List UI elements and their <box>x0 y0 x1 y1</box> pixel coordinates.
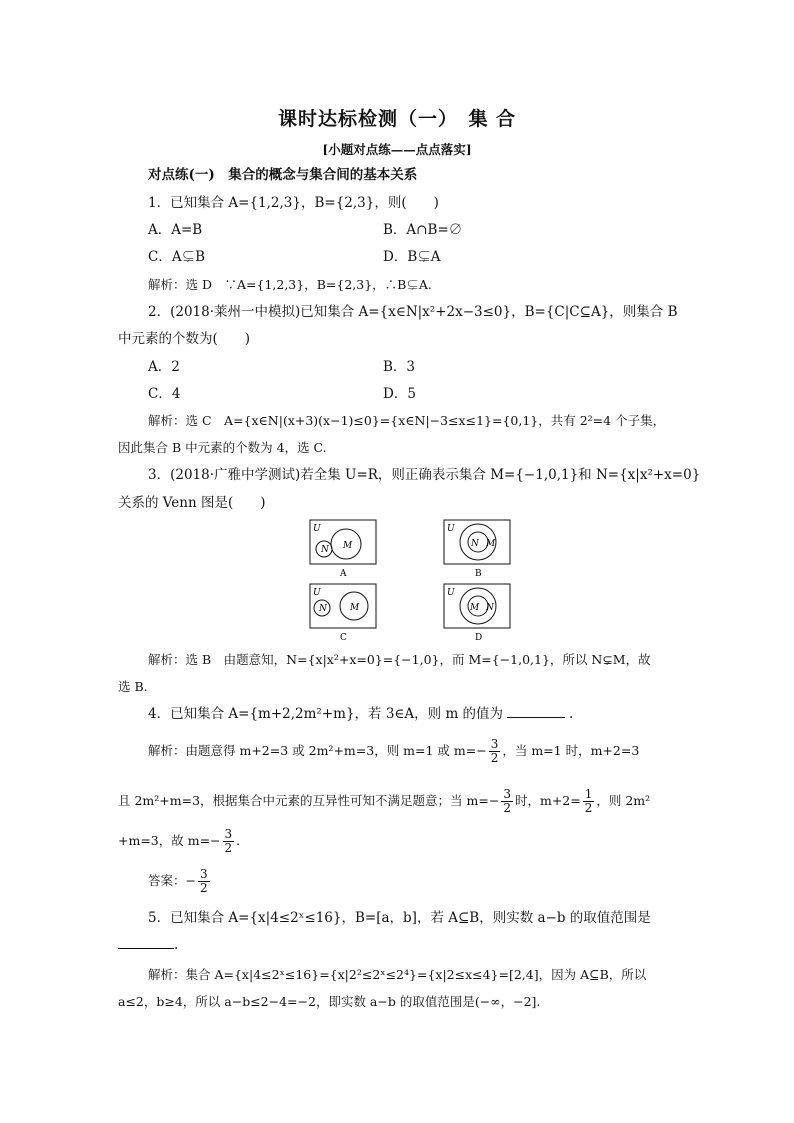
q1-option-a: A．A=B <box>148 222 203 238</box>
q5-answer-blank <box>118 936 174 949</box>
frac-den: 2 <box>584 801 593 815</box>
q4-stem-tail: . <box>569 706 574 722</box>
frac-den: 2 <box>224 841 233 855</box>
q4-sol3-text: +m=3，故 m=− <box>118 833 221 848</box>
q1-stem: 1．已知集合 A={1,2,3}，B={2,3}，则( ) <box>148 195 439 211</box>
universe-label: U <box>447 588 455 598</box>
q1-option-c: C．A⊊B <box>148 249 205 265</box>
q4-answer-label: 答案：− <box>148 873 196 888</box>
frac-num: 3 <box>503 787 511 801</box>
fraction-three-halves <box>198 868 210 895</box>
set-n-label: N <box>471 539 479 549</box>
q4-sol1-tail: ，当 m=1 时，m+2=3 <box>502 743 640 758</box>
q2-option-b: B．3 <box>383 359 416 375</box>
q4-solution-line3 <box>118 826 240 856</box>
set-m-label: M <box>470 603 480 613</box>
universe-label: U <box>313 524 321 534</box>
q5-stem-line2 <box>118 936 178 954</box>
venn-caption-c: C <box>340 633 347 643</box>
q4-sol2-mid: 时，m+2= <box>514 793 581 808</box>
set-n-label: N <box>486 603 494 613</box>
q2-stem-line1: 2．(2018·莱州一中模拟)已知集合 A={x∈N|x²+2x−3≤0}，B={C|C⊆A}，则集合 B <box>148 304 678 320</box>
universe-label: U <box>313 588 321 598</box>
q2-solution-line1: 解析：选 C A={x∈N|(x+3)(x−1)≤0}={x∈N|−3≤x≤1}={0,1}，共有 2²=4 个子集， <box>148 413 666 428</box>
q4-sol2-tail: ，则 2m² <box>596 793 651 808</box>
frac-den: 2 <box>199 881 208 895</box>
set-n-label: N <box>321 545 329 555</box>
q4-stem-text: 4．已知集合 A={m+2,2m²+m}，若 3∈A，则 m 的值为 <box>148 706 504 722</box>
q2-solution-line2: 因此集合 B 中元素的个数为 4，选 C. <box>118 440 327 455</box>
set-n-label: N <box>319 604 327 614</box>
page-title: 课时达标检测（一） 集 合 <box>277 108 517 130</box>
frac-den: 2 <box>503 801 511 815</box>
q5-solution-line1: 解析：集合 A={x|4≤2ˣ≤16}={x|2²≤2ˣ≤2⁴}={x|2≤x≤4}=[2,4]，因为 A⊆B，所以 <box>148 967 647 982</box>
q4-solution-line1 <box>148 736 639 766</box>
q5-stem-tail: . <box>174 937 179 953</box>
venn-option-c <box>310 584 376 643</box>
fraction-one-half <box>583 788 595 815</box>
q2-option-d: D．5 <box>383 386 416 402</box>
venn-diagrams <box>300 518 530 644</box>
q4-sol3-tail: . <box>236 833 241 848</box>
venn-option-d <box>444 584 510 643</box>
venn-caption-d: D <box>475 633 483 643</box>
venn-option-a <box>310 520 376 579</box>
q1-option-d: D．B⊊A <box>383 249 441 265</box>
fraction-three-halves <box>223 828 235 855</box>
frac-num: 3 <box>199 867 208 881</box>
frac-den: 2 <box>490 751 499 765</box>
q5-stem: 5．已知集合 A={x|4≤2ˣ≤16}，B=[a，b]，若 A⊆B，则实数 a−b 的取值范围是 <box>148 910 651 926</box>
venn-option-b <box>444 520 510 579</box>
fraction-three-halves <box>489 738 501 765</box>
fraction-three-halves <box>501 788 513 815</box>
set-m-label: M <box>486 539 496 549</box>
q2-option-a: A．2 <box>148 359 180 375</box>
q4-solution-line2 <box>118 786 650 816</box>
q3-stem-line1: 3．(2018·广雅中学测试)若全集 U=R，则正确表示集合 M={−1,0,1}和 N={x|x²+x=0} <box>148 467 701 483</box>
q3-stem-line2: 关系的 Venn 图是( ) <box>118 495 266 511</box>
q1-option-b: B．A∩B=∅ <box>383 222 463 238</box>
page-subtitle: [小题对点练——点点落实] <box>322 142 472 157</box>
q2-stem-line2: 中元素的个数为( ) <box>118 331 251 347</box>
q2-option-c: C．4 <box>148 386 181 402</box>
q1-solution: 解析：选 D ∵A={1,2,3}，B={2,3}，∴B⊊A. <box>148 277 432 292</box>
q4-answer <box>148 866 212 896</box>
venn-caption-a: A <box>340 569 347 579</box>
venn-caption-b: B <box>475 569 482 579</box>
q4-answer-blank <box>507 705 565 718</box>
q4-sol2-text: 且 2m²+m=3，根据集合中元素的互异性可知不满足题意；当 m=− <box>118 793 500 808</box>
set-m-label: M <box>343 541 353 551</box>
universe-label: U <box>447 524 455 534</box>
frac-num: 3 <box>490 737 499 751</box>
q3-solution-line1: 解析：选 B 由题意知，N={x|x²+x=0}={−1,0}，而 M={−1,0,1}，所以 N⊊M，故 <box>148 652 651 667</box>
frac-num: 3 <box>224 827 233 841</box>
q4-sol1-text: 解析：由题意得 m+2=3 或 2m²+m=3，则 m=1 或 m=− <box>148 743 487 758</box>
q4-stem <box>148 705 573 723</box>
section-heading: 对点练(一) 集合的概念与集合间的基本关系 <box>148 167 418 183</box>
q3-solution-line2: 选 B. <box>118 679 148 694</box>
q5-solution-line2: a≤2，b≥4，所以 a−b≤2−4=−2，即实数 a−b 的取值范围是(−∞，−2]. <box>118 994 541 1009</box>
frac-num: 1 <box>584 787 593 801</box>
set-m-label: M <box>350 603 360 613</box>
